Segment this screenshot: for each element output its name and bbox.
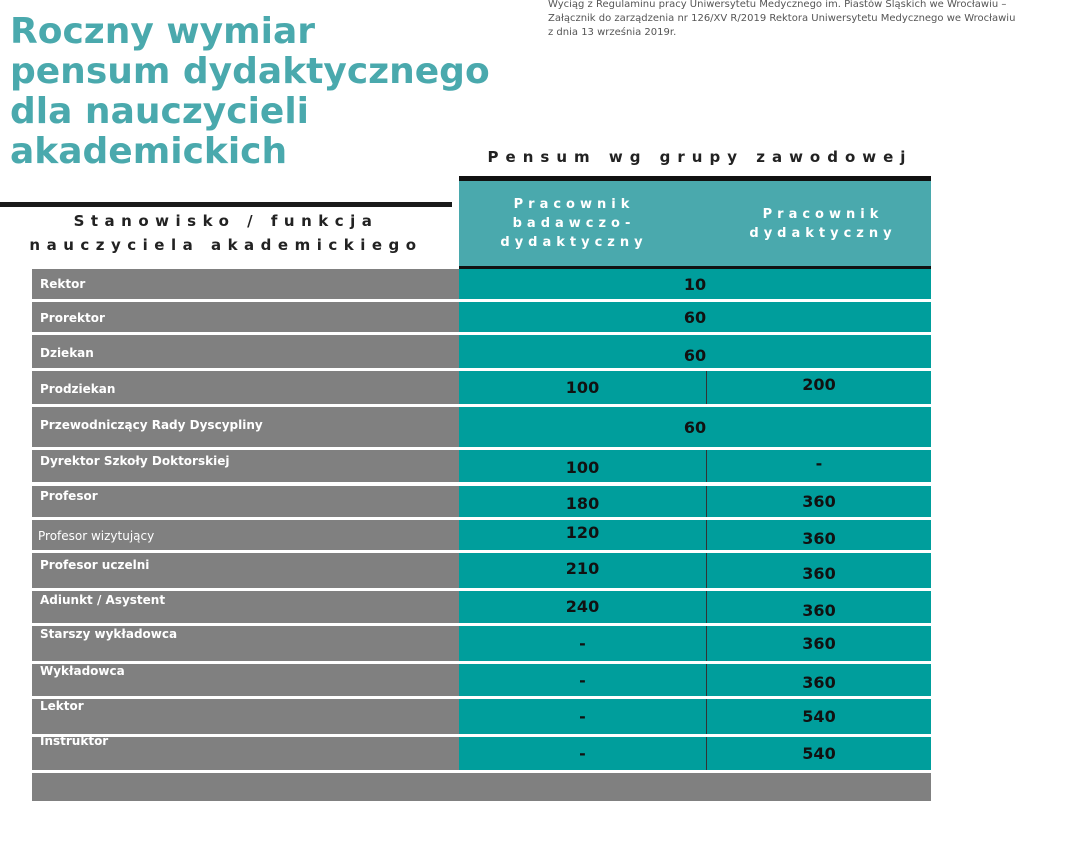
- table-row: [32, 371, 931, 404]
- row-value-teaching: 360: [707, 626, 931, 661]
- header-line: dydaktyczny: [749, 225, 897, 241]
- row-value-teaching: 200: [707, 371, 931, 404]
- table-row: [32, 407, 931, 447]
- table-row: [32, 269, 931, 299]
- row-value-teaching: 360: [707, 591, 931, 623]
- row-value-teaching: 360: [707, 486, 931, 517]
- row-value-research-teaching: -: [459, 626, 706, 661]
- table-row: [32, 553, 931, 588]
- row-value-research-teaching: 100: [459, 450, 706, 482]
- row-value-teaching: 360: [707, 520, 931, 550]
- header-line: Pracownik: [513, 197, 635, 212]
- header-line: Pracownik: [762, 206, 884, 222]
- row-label: Starszy wykładowca: [32, 626, 459, 661]
- row-value-merged: 10: [459, 269, 931, 299]
- group-header: [459, 181, 931, 266]
- row-value-research-teaching: 240: [459, 591, 706, 623]
- row-label: Wykładowca: [32, 664, 459, 696]
- position-column-header: [0, 209, 452, 257]
- row-label: Dyrektor Szkoły Doktorskiej: [32, 450, 459, 482]
- row-value-merged: 60: [459, 407, 931, 447]
- row-value-research-teaching: -: [459, 699, 706, 734]
- row-label: Instruktor: [32, 737, 459, 770]
- source-line: Wyciąg z Regulaminu pracy Uniwersytetu Medycznego im. Piastów Śląskich we Wrocławiu –: [548, 0, 1007, 10]
- source-line: Załącznik do zarządzenia nr 126/XV R/2019 Rektora Uniwersytetu Medycznego we Wrocławiu: [548, 13, 1016, 24]
- row-value-research-teaching: 100: [459, 371, 706, 404]
- table-row: [32, 450, 931, 482]
- source-note: [548, 0, 1048, 40]
- row-value-merged: 60: [459, 335, 931, 368]
- row-value-research-teaching: -: [459, 737, 706, 770]
- source-line: z dnia 13 września 2019r.: [548, 27, 677, 38]
- row-label: Profesor wizytujący: [32, 520, 459, 550]
- table-row: [32, 626, 931, 661]
- table-row: [32, 486, 931, 517]
- row-label: Lektor: [32, 699, 459, 734]
- row-label: Adiunkt / Asystent: [32, 591, 459, 623]
- table-row: [32, 591, 931, 623]
- row-value-research-teaching: 180: [459, 486, 706, 517]
- row-value-research-teaching: 120: [459, 520, 706, 550]
- table-row: [32, 664, 931, 696]
- row-label: Prodziekan: [32, 371, 459, 404]
- table-footer-band: [32, 773, 931, 801]
- row-value-teaching: -: [707, 450, 931, 482]
- position-header-line: nauczyciela akademickiego: [29, 236, 423, 254]
- page-title: [10, 11, 490, 172]
- table-row: [32, 520, 931, 550]
- row-value-merged: 60: [459, 302, 931, 332]
- table-row: [32, 302, 931, 332]
- row-label: Dziekan: [32, 335, 459, 368]
- table-row: [32, 699, 931, 734]
- row-value-research-teaching: -: [459, 664, 706, 696]
- table-row: [32, 734, 931, 770]
- row-value-research-teaching: 210: [459, 553, 706, 588]
- row-label: Profesor uczelni: [32, 553, 459, 588]
- title-line: pensum dydaktycznego: [10, 51, 490, 92]
- row-label: Rektor: [32, 269, 459, 299]
- header-research-teaching: [459, 181, 689, 266]
- row-label: Profesor: [32, 486, 459, 517]
- row-value-teaching: 540: [707, 737, 931, 770]
- header-teaching: [707, 181, 939, 266]
- row-value-teaching: 360: [707, 664, 931, 696]
- title-line: akademickich: [10, 131, 288, 172]
- row-label: Prorektor: [32, 302, 459, 332]
- header-line: badawczo-: [512, 216, 636, 231]
- header-line: dydaktyczny: [500, 235, 648, 250]
- left-divider: [0, 202, 452, 207]
- table-row: [32, 335, 931, 368]
- title-line: Roczny wymiar: [10, 11, 315, 52]
- pensum-heading: Pensum wg grupy zawodowej: [487, 148, 913, 166]
- title-line: dla nauczycieli: [10, 91, 310, 132]
- row-value-teaching: 540: [707, 699, 931, 734]
- position-header-line: Stanowisko / funkcja: [73, 212, 379, 230]
- row-label: Przewodniczący Rady Dyscypliny: [32, 407, 459, 447]
- row-value-teaching: 360: [707, 553, 931, 588]
